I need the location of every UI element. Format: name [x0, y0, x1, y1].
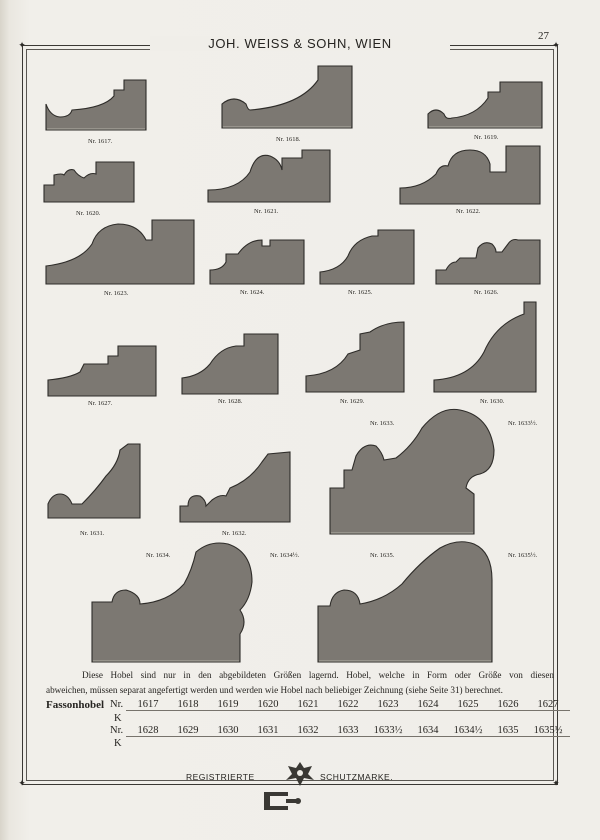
plane-label: Nr. 1629.	[340, 398, 365, 405]
plane-profile-1627	[48, 346, 156, 396]
table-cell: 1621	[286, 699, 330, 711]
plane-profile-1630	[434, 302, 536, 392]
stock-notice-line: abweichen, müssen separat angefertigt werden und werden wie Hobel nach beliebiger Zeichnung (siehe Seite 31) berechnet.	[46, 685, 503, 695]
table-cell: 1619	[206, 699, 250, 711]
trademark-right-text: SCHUTZMARKE.	[320, 772, 394, 782]
table-cell: 1624	[406, 699, 450, 711]
stock-notice	[46, 668, 554, 698]
plane-profile-1633	[330, 409, 494, 534]
plane-profile-1635	[318, 542, 492, 662]
plane-profile-1622	[400, 146, 540, 204]
nr-label: Nr.	[110, 725, 124, 736]
table-cell: 1627	[526, 699, 570, 711]
plane-profile-1625	[320, 230, 414, 284]
plane-profile-1618	[222, 66, 352, 128]
corner-ornament-icon: ✦	[552, 40, 560, 50]
table-cell: 1623	[366, 699, 410, 711]
page-header: JOH. WEISS & SOHN, WIEN	[150, 36, 450, 51]
plane-label: Nr. 1634½.	[270, 552, 300, 559]
corner-ornament-icon: ✦	[552, 778, 560, 788]
plane-label: Nr. 1626.	[474, 289, 499, 296]
table-cell: 1634	[406, 725, 450, 737]
plane-profile-1629	[306, 322, 404, 392]
plane-label: Nr. 1630.	[480, 398, 505, 405]
nr-label: Nr.	[110, 699, 124, 710]
table-cell: 1628	[126, 725, 170, 737]
corner-ornament-icon: ✦	[18, 40, 26, 50]
table-cell: 1630	[206, 725, 250, 737]
plane-profile-1619	[428, 82, 542, 128]
plane-label: Nr. 1631.	[80, 530, 105, 537]
table-cell: 1629	[166, 725, 210, 737]
corner-ornament-icon: ✦	[18, 778, 26, 788]
page-number: 27	[538, 30, 549, 42]
plane-label: Nr. 1624.	[240, 289, 265, 296]
plane-profile-1624	[210, 240, 304, 284]
plane-profile-1620	[44, 162, 134, 202]
plane-label: Nr. 1625.	[348, 289, 373, 296]
plane-label: Nr. 1623.	[104, 290, 129, 297]
table-cell: 1618	[166, 699, 210, 711]
plane-label: Nr. 1620.	[76, 210, 101, 217]
plane-label: Nr. 1628.	[218, 398, 243, 405]
table-cell: 1635½	[526, 725, 570, 737]
plane-label: Nr. 1635½.	[508, 552, 538, 559]
plane-profile-1632	[180, 452, 290, 522]
plane-profile-1617	[46, 80, 146, 130]
plane-label: Nr. 1621.	[254, 208, 279, 215]
plane-label: Nr. 1633½.	[508, 420, 538, 427]
k-label: K	[114, 713, 122, 724]
plane-profile-1621	[208, 150, 330, 202]
plane-profile-1631	[48, 444, 140, 518]
table-cell: 1626	[486, 699, 530, 711]
table-cell: 1635	[486, 725, 530, 737]
plane-label: Nr. 1617.	[88, 138, 113, 145]
table-cell: 1622	[326, 699, 370, 711]
plane-label: Nr. 1619.	[474, 134, 499, 141]
product-name: Fassonhobel	[46, 699, 105, 711]
plane-label: Nr. 1622.	[456, 208, 481, 215]
plane-profile-1634	[92, 543, 252, 662]
table-cell: 1625	[446, 699, 490, 711]
plane-label: Nr. 1633.	[370, 420, 395, 427]
plane-label: Nr. 1634.	[146, 552, 171, 559]
table-cell: 1632	[286, 725, 330, 737]
plane-label: Nr. 1618.	[276, 136, 301, 143]
k-label: K	[114, 738, 122, 749]
plane-label: Nr. 1632.	[222, 530, 247, 537]
trademark-left-text: REGISTRIERTE	[186, 772, 255, 782]
plane-profile-1626	[436, 240, 540, 285]
table-cell: 1634½	[446, 725, 490, 737]
eagle-crest-icon	[280, 758, 320, 788]
table-cell: 1617	[126, 699, 170, 711]
table-cell: 1620	[246, 699, 290, 711]
plane-label: Nr. 1635.	[370, 552, 395, 559]
clamp-trademark-icon	[258, 788, 302, 814]
plane-profile-1623	[46, 220, 194, 284]
plane-label: Nr. 1627.	[88, 400, 113, 407]
table-cell: 1633	[326, 725, 370, 737]
plane-profile-1628	[182, 334, 278, 394]
table-cell: 1633½	[366, 725, 410, 737]
stock-notice-line: Diese Hobel sind nur in den abgebildeten Größen lagernd. Hobel, welche in Form oder Größe von diesen	[82, 670, 554, 680]
table-cell: 1631	[246, 725, 290, 737]
